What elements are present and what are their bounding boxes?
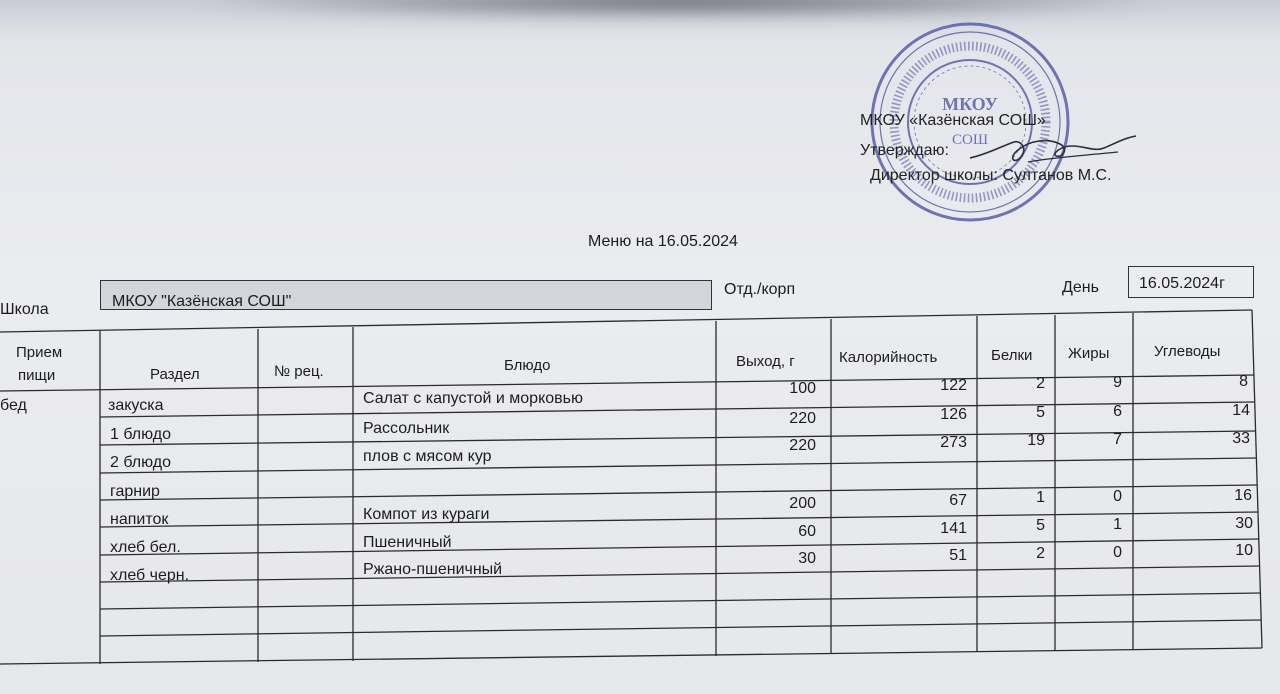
- approval-approve: Утверждаю:: [860, 142, 949, 159]
- day-value: 16.05.2024г: [1139, 275, 1225, 292]
- row-carbs: 33: [1232, 430, 1250, 447]
- row-calories: 51: [949, 547, 967, 564]
- header-carbs: Углеводы: [1154, 343, 1221, 360]
- school-value: МКОУ "Казёнская СОШ": [112, 293, 292, 310]
- row-calories: 273: [940, 434, 967, 451]
- row-section: хлеб черн.: [110, 567, 190, 584]
- header-yield: Выход, г: [736, 353, 795, 370]
- approval-director: Директор школы: Султанов М.С.: [870, 167, 1112, 184]
- row-proteins: 1: [1036, 489, 1045, 506]
- row-fats: 6: [1113, 403, 1122, 420]
- row-dish: Компот из кураги: [363, 506, 490, 523]
- row-section: 2 блюдо: [110, 454, 172, 471]
- row-section: напиток: [110, 511, 169, 528]
- row-carbs: 30: [1235, 515, 1253, 532]
- row-calories: 67: [949, 492, 967, 509]
- approval-school: МКОУ «Казёнская СОШ»: [860, 112, 1046, 129]
- row-yield: 60: [798, 523, 816, 540]
- row-calories: 141: [940, 520, 967, 537]
- stamp-bottom-text: СОШ: [952, 132, 988, 148]
- menu-title: Меню на 16.05.2024: [588, 233, 738, 250]
- row-calories: 126: [940, 406, 967, 423]
- row-fats: 9: [1113, 374, 1122, 391]
- row-dish: Салат с капустой и морковью: [363, 390, 583, 407]
- row-fats: 0: [1113, 488, 1122, 505]
- header-meal-line2: пищи: [18, 367, 56, 384]
- row-section: закуска: [108, 397, 164, 414]
- row-yield: 30: [798, 550, 816, 567]
- row-fats: 0: [1113, 544, 1122, 561]
- row-carbs: 14: [1232, 402, 1250, 419]
- row-carbs: 10: [1235, 542, 1253, 559]
- header-meal-line1: Прием: [16, 344, 63, 361]
- row-section: 1 блюдо: [110, 426, 172, 443]
- day-label: День: [1062, 279, 1099, 296]
- school-label: Школа: [0, 301, 49, 318]
- header-section: Раздел: [150, 366, 200, 383]
- row-yield: 200: [789, 495, 816, 512]
- header-calories: Калорийность: [839, 349, 938, 366]
- row-yield: 220: [789, 437, 816, 454]
- header-recipe: № рец.: [274, 363, 324, 380]
- header-proteins: Белки: [991, 347, 1033, 364]
- row-yield: 100: [789, 380, 816, 397]
- row-fats: 7: [1113, 431, 1122, 448]
- header-dish: Блюдо: [504, 357, 551, 374]
- row-proteins: 19: [1027, 432, 1045, 449]
- row-section: гарнир: [110, 483, 160, 500]
- row-calories: 122: [940, 377, 967, 394]
- row-carbs: 16: [1234, 487, 1252, 504]
- row-proteins: 5: [1036, 517, 1045, 534]
- row-carbs: 8: [1239, 373, 1248, 390]
- row-dish: Рассольник: [363, 420, 450, 437]
- row-section: хлеб бел.: [110, 539, 181, 556]
- dept-label: Отд./корп: [724, 281, 796, 298]
- row-proteins: 5: [1036, 404, 1045, 421]
- row-yield: 220: [789, 410, 816, 427]
- row-fats: 1: [1113, 516, 1122, 533]
- row-proteins: 2: [1036, 375, 1045, 392]
- stamp-center-text: МКОУ: [942, 94, 998, 114]
- meal-cell: бед: [0, 397, 27, 414]
- row-dish: плов с мясом кур: [363, 448, 492, 465]
- row-dish: Пшеничный: [363, 534, 452, 551]
- header-fats: Жиры: [1068, 345, 1110, 362]
- row-dish: Ржано-пшеничный: [363, 561, 503, 578]
- row-proteins: 2: [1036, 545, 1045, 562]
